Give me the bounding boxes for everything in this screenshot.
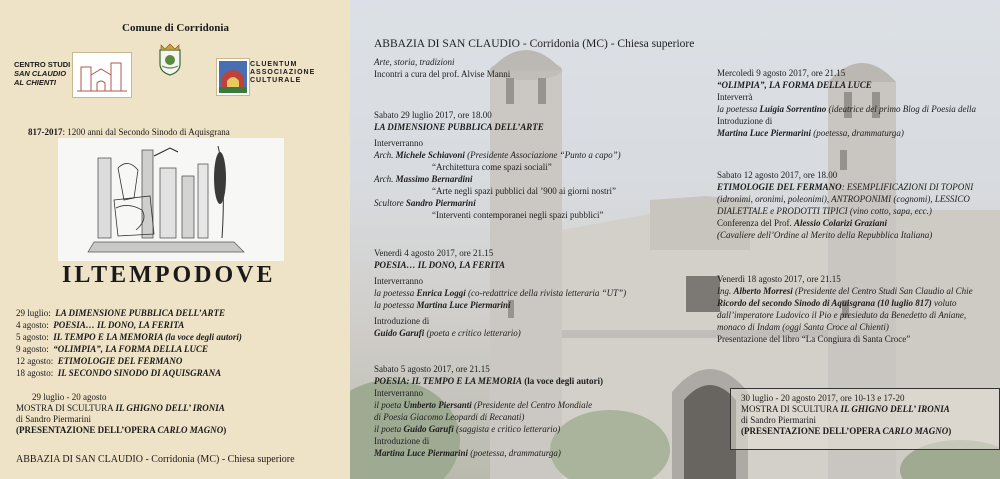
- mostra-presentation: [741, 426, 989, 437]
- program-date: 5 agosto:: [16, 332, 49, 342]
- event-detail: (idronimi, oronimi, poleonimi), ANTROPONIMI (cognomi), LESSICO: [717, 194, 970, 204]
- mostra-pres-plain: (PRESENTAZIONE DELL’OPERA: [741, 426, 883, 436]
- program-date: 12 agosto:: [16, 356, 54, 366]
- speaker-desc: (poeta e critico letterario): [424, 328, 521, 338]
- speaker-role: Scultore: [374, 198, 406, 208]
- speaker-line: [374, 149, 621, 161]
- left-panel: [0, 0, 350, 479]
- program-item: [16, 343, 242, 355]
- cluentum-line: ASSOCIAZIONE: [250, 69, 316, 76]
- speaker-name: Martina Luce Piermarini: [717, 128, 812, 138]
- speaker-name: Michele Schiavoni: [395, 150, 465, 160]
- event-detail: DIALETTALE: [717, 206, 768, 216]
- comune-crest-icon: [157, 42, 183, 76]
- mostra-author: di Sandro Piermarini: [16, 414, 91, 424]
- speakers-label: Interverrà: [717, 92, 753, 102]
- speaker-desc: (Presidente Associazione “Punto a capo”): [464, 150, 621, 160]
- speaker-name: Guido Garufi: [374, 328, 425, 338]
- mostra-dates: 30 luglio - 20 agosto 2017, ore 10-13 e 17-20: [741, 393, 905, 403]
- program-date: 4 agosto:: [16, 320, 49, 330]
- speaker-line: [374, 423, 603, 435]
- program-item: [16, 331, 242, 343]
- intro-block: [374, 56, 510, 80]
- event-detail: voluto: [931, 298, 957, 308]
- program-label: “OLIMPIA”, LA FORMA DELLA LUCE: [53, 344, 209, 354]
- event-date: Sabato 29 luglio 2017, ore 18.00: [374, 110, 492, 120]
- event-detail: e: [767, 206, 777, 216]
- event-1: [374, 109, 621, 221]
- program-date: 29 luglio:: [16, 308, 51, 318]
- artwork-illustration: [58, 138, 284, 261]
- speaker-line: [374, 173, 621, 185]
- program-label: IL SECONDO SINODO DI AQUISGRANA: [57, 368, 222, 378]
- program-label: POESIA… IL DONO, LA FERITA: [53, 320, 185, 330]
- speaker-line: [374, 299, 626, 311]
- speaker-name: Martina Luce Piermarini: [416, 300, 511, 310]
- speaker-role: Arch.: [374, 150, 396, 160]
- event-date: Mercoledì 9 agosto 2017, ore 21.15: [717, 68, 846, 78]
- event-5: [717, 169, 973, 241]
- mostra-title: [16, 403, 226, 414]
- program-item: [16, 307, 242, 319]
- speaker-line: [374, 327, 626, 339]
- event-title: POESIA… IL DONO, LA FERITA: [374, 260, 505, 270]
- event-date: Venerdì 4 agosto 2017, ore 21.15: [374, 248, 494, 258]
- cluentum-logo: [216, 58, 250, 96]
- event-title: ILTEMPODOVE: [62, 262, 276, 288]
- intro-line: Incontri a cura del prof. Alvise Manni: [374, 69, 511, 79]
- speaker-line: [717, 217, 973, 229]
- speaker-role: la poetessa: [717, 104, 760, 114]
- mostra-pres-plain: (PRESENTAZIONE DELL’OPERA: [16, 425, 158, 435]
- intro-line: Arte, storia, tradizioni: [374, 57, 455, 67]
- program-list: [16, 307, 242, 379]
- speaker-role: il poeta: [374, 400, 404, 410]
- speaker-line: [374, 447, 603, 459]
- mostra-pres-em: CARLO MAGNO: [157, 425, 224, 435]
- speaker-name: Martina Luce Piermarini: [374, 448, 469, 458]
- program-item: [16, 355, 242, 367]
- speaker-name: Luigia Sorrentino: [759, 104, 827, 114]
- speaker-line: [717, 127, 976, 139]
- centro-studi-logo-text: [14, 60, 74, 87]
- centro-studi-line: AL CHIENTI: [14, 78, 56, 87]
- speaker-role: la poetessa: [374, 300, 417, 310]
- centro-studi-line: SAN CLAUDIO: [14, 69, 67, 78]
- speaker-name: Alberto Morresi: [733, 286, 793, 296]
- speaker-name: Enrica Loggi: [416, 288, 466, 298]
- event-title: ETIMOLOGIE DEL FERMANO: [717, 182, 842, 192]
- event-4: [717, 67, 976, 139]
- mostra-title-plain: MOSTRA DI SCULTURA: [741, 404, 841, 414]
- conf-label: Conferenza del Prof.: [717, 218, 794, 228]
- right-panel: [350, 0, 1000, 479]
- mostra-dates: 29 luglio - 20 agosto: [32, 392, 107, 402]
- speaker-name: Guido Garufi: [403, 424, 454, 434]
- speaker-line: [374, 197, 621, 209]
- mostra-block: [16, 392, 226, 436]
- event-3: [374, 363, 603, 459]
- event-title: “OLIMPIA”, LA FORMA DELLA LUCE: [717, 80, 872, 90]
- program-date: 18 agosto:: [16, 368, 54, 378]
- speaker-desc: (poetessa, drammaturga): [811, 128, 904, 138]
- comune-heading: Comune di Corridonia: [122, 22, 229, 34]
- sinodo-year: 817-2017: [28, 127, 63, 137]
- mostra-box: [730, 388, 1000, 450]
- mostra-pres-end: ): [948, 426, 952, 436]
- event-6: [717, 273, 973, 345]
- speaker-line: [374, 287, 626, 299]
- event-date: Venerdì 18 agosto 2017, ore 21.15: [717, 274, 841, 284]
- intro-label: Introduzione di: [717, 116, 773, 126]
- speaker-line: [717, 285, 973, 297]
- event-detail: monaco di Indam (oggi Santa Croce al Chienti): [717, 322, 889, 332]
- speaker-name: Alessio Colarizi Graziani: [793, 218, 888, 228]
- speaker-desc: (poetessa, drammaturga): [468, 448, 561, 458]
- speaker-desc: (ideatrice del primo Blog di Poesia della: [826, 104, 977, 114]
- event-2: [374, 247, 626, 339]
- mostra-title-em: IL GHIGNO DELL’ IRONIA: [840, 404, 950, 414]
- sinodo-text: : 1200 anni dal Secondo Sinodo di Aquisgrana: [62, 127, 230, 137]
- speaker-desc: (Cavaliere dell’Ordine al Merito della Repubblica Italiana): [717, 230, 933, 240]
- event-title-rest: : ESEMPLIFICAZIONI DI TOPONI: [841, 182, 974, 192]
- mostra-title-em: IL GHIGNO DELL’ IRONIA: [115, 403, 225, 413]
- sinodo-line: [28, 127, 230, 137]
- event-detail: (vino cotto, sapa, ecc.): [847, 206, 932, 216]
- right-header: ABBAZIA DI SAN CLAUDIO - Corridonia (MC) - Chiesa superiore: [374, 38, 695, 50]
- event-detail: dall’imperatore Ludovico il Pio e presieduto da Benedetto di Aniane,: [717, 310, 967, 320]
- speaker-desc: (saggista e critico letterario): [453, 424, 561, 434]
- program-label: LA DIMENSIONE PUBBLICA DELL’ARTE: [55, 308, 226, 318]
- speakers-label: Interverranno: [374, 388, 423, 398]
- speaker-desc: di Poesia Giacomo Leopardi di Recanati): [374, 412, 525, 422]
- mostra-title-plain: MOSTRA DI SCULTURA: [16, 403, 116, 413]
- speakers-label: Interverranno: [374, 138, 423, 148]
- event-date: Sabato 5 agosto 2017, ore 21.15: [374, 364, 490, 374]
- speaker-role: Ing.: [717, 286, 734, 296]
- program-item: [16, 319, 242, 331]
- speaker-name: Sandro Piermarini: [405, 198, 476, 208]
- speaker-desc: (co-redattrice della rivista letteraria “UT”): [465, 288, 627, 298]
- speaker-line: [717, 103, 976, 115]
- speaker-role: il poeta: [374, 424, 404, 434]
- mostra-author: di Sandro Piermarini: [741, 415, 816, 425]
- cluentum-line: CLUENTUM: [250, 61, 298, 68]
- event-title-suffix: (la voce degli autori): [521, 376, 603, 386]
- program-label: IL TEMPO E LA MEMORIA (la voce degli autori): [53, 332, 242, 342]
- abbazia-footer: ABBAZIA DI SAN CLAUDIO - Corridonia (MC) - Chiesa superiore: [16, 454, 295, 465]
- event-title: Ricordo del secondo Sinodo di Aquisgrana (10 luglio 817): [717, 298, 932, 308]
- cluentum-logo-text: [250, 61, 315, 85]
- program-item: [16, 367, 242, 379]
- talk-title: “Arte negli spazi pubblici dal ’900 ai giorni nostri”: [432, 186, 616, 196]
- speaker-role: Arch.: [374, 174, 396, 184]
- speaker-name: Umberto Piersanti: [403, 400, 472, 410]
- speaker-desc: (Presidente del Centro Studi San Claudio al Chie: [792, 286, 973, 296]
- mostra-presentation: [16, 425, 226, 436]
- speaker-name: Massimo Bernardini: [395, 174, 473, 184]
- event-detail: PRODOTTI TIPICI: [776, 206, 848, 216]
- cluentum-line: CULTURALE: [250, 77, 302, 84]
- event-date: Sabato 12 agosto 2017, ore 18.00: [717, 170, 838, 180]
- speaker-desc: (Presidente del Centro Mondiale: [471, 400, 593, 410]
- church-sketch-logo: [72, 52, 132, 98]
- centro-studi-line: CENTRO STUDI: [14, 60, 71, 69]
- mostra-pres-end: ): [223, 425, 227, 435]
- speaker-line: [374, 399, 603, 411]
- event-title: LA DIMENSIONE PUBBLICA DELL’ARTE: [374, 122, 544, 132]
- event-title: POESIA: IL TEMPO E LA MEMORIA: [374, 376, 522, 386]
- mostra-pres-em: CARLO MAGNO: [882, 426, 949, 436]
- talk-title: “Architettura come spazi sociali”: [432, 162, 552, 172]
- speakers-label: Interverranno: [374, 276, 423, 286]
- speaker-role: la poetessa: [374, 288, 417, 298]
- talk-title: “Interventi contemporanei negli spazi pubblici”: [432, 210, 604, 220]
- intro-label: Introduzione di: [374, 436, 430, 446]
- intro-label: Introduzione di: [374, 316, 430, 326]
- program-date: 9 agosto:: [16, 344, 49, 354]
- program-label: ETIMOLOGIE DEL FERMANO: [57, 356, 183, 366]
- event-detail: Presentazione del libro “La Congiura di Santa Croce”: [717, 334, 911, 344]
